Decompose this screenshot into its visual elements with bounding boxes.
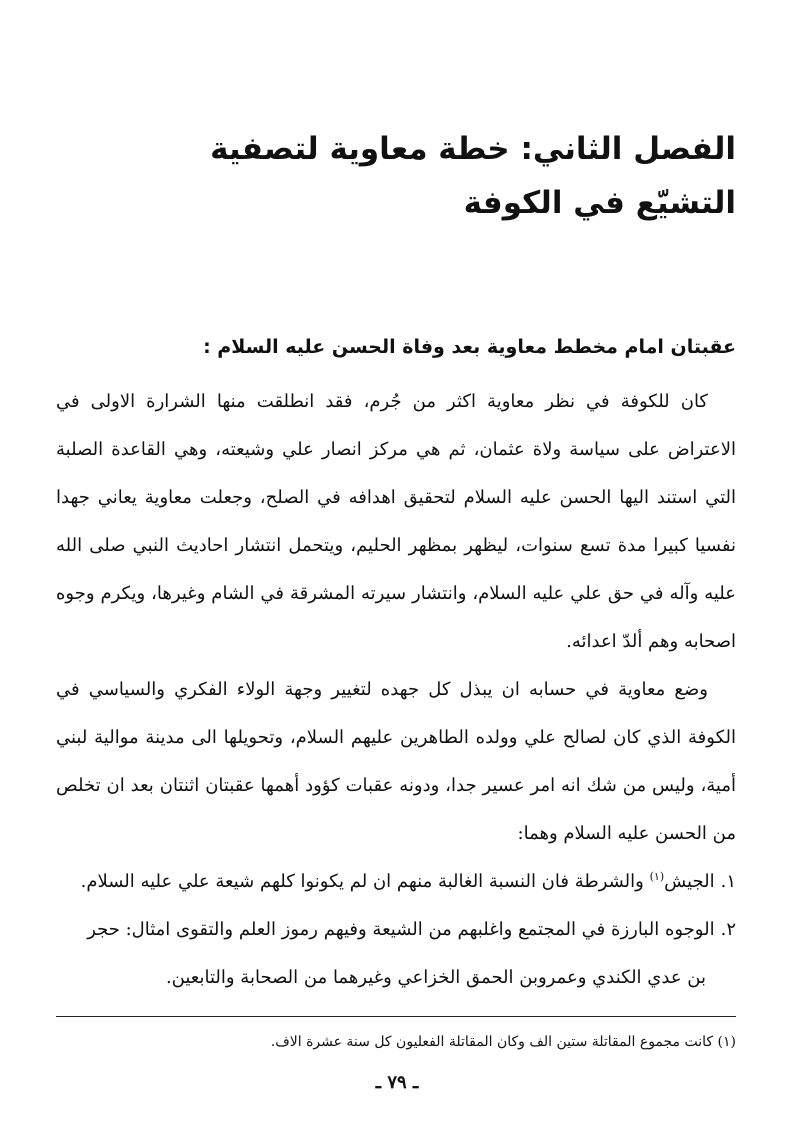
point-2-number: ٢. [720,919,736,940]
point-2-text: الوجوه البارزة في المجتمع واغلبهم من الشيعة وفيهم رموز العلم والتقوى امثال: حجر [87,919,715,940]
paragraph-2: وضع معاوية في حسابه ان يبذل كل جهده لتغيير وجهة الولاء الفكري والسياسي في الكوفة الذي كان لصالح علي وولده الطاهرين عليهم السلام، وتحويلها الى مدينة موالية لبني أمية، وليس من شك انه امر عسير جدا، ودونه عقبات كؤود أهمها عقبتان اثنتان بعد ان تخلص من الحسن عليه السلام وهما: [56,679,736,844]
point-1 [56,858,736,906]
point-1-number: ١. [720,871,736,892]
footnote-divider [56,1016,736,1017]
chapter-title [56,122,736,230]
point-2-continuation: بن عدي الكندي وعمروبن الحمق الخزاعي وغيرهما من الصحابة والتابعين. [165,967,706,988]
footnote-reference: (١) [649,870,665,883]
point-1-text-before: الجيش [664,871,715,892]
body-text [56,378,736,1002]
page-number: ـ ٧٩ ـ [375,1072,419,1093]
section-heading: عقبتان امام مخطط معاوية بعد وفاة الحسن عليه السلام : [203,336,736,358]
points-list [56,858,736,1002]
chapter-title-line-2: التشيّع في الكوفة [463,185,736,221]
paragraph-1: كان للكوفة في نظر معاوية اكثر من جُرم، فقد انطلقت منها الشرارة الاولى في الاعتراض على سياسة ولاة عثمان، ثم هي مركز انصار علي وشيعته، وهي القاعدة الصلبة التي استند اليها الحسن عليه السلام لتحقيق اهدافه في الصلح، وجعلت معاوية يعاني جهدا نفسيا كبيرا مدة تسع سنوات، ليظهر بمظهر الحليم، ويتحمل انتشار احاديث النبي صلى الله عليه وآله في حق علي عليه السلام، وانتشار سيرته المشرقة في الشام وغيرها، ويكرم وجوه اصحابه وهم ألدّ اعدائه. [56,391,736,652]
point-1-text-after: والشرطة فان النسبة الغالبة منهم ان لم يكونوا كلهم شيعة علي عليه السلام. [80,871,644,892]
chapter-title-line-1: الفصل الثاني: خطة معاوية لتصفية [210,131,736,167]
point-2 [56,906,736,1002]
footnote: (١) كانت مجموع المقاتلة ستين الف وكان المقاتلة الفعليون كل سنة عشرة الاف. [270,1034,736,1050]
